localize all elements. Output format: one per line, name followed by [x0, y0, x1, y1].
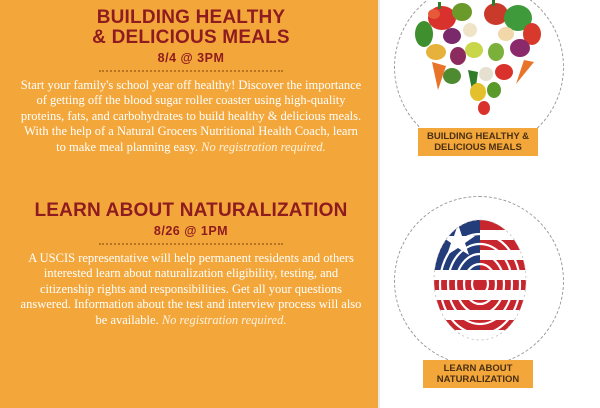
description-text: Start your family's school year off healthy! Discover the importance of getting off the blood sugar roller coaster using high-quality proteins, fats, and carbohydrates to build healthy & delicious meals. With the help of a Natural Grocers Nutritional Health Coach, learn to make meal planning easy.: [20, 78, 362, 154]
event-title: [18, 8, 364, 48]
event-date: 8/26 @ 1PM: [153, 224, 229, 238]
event-title-line: BUILDING HEALTHY: [96, 7, 286, 28]
badge-line: DELICIOUS MEALS: [434, 142, 522, 153]
description-text: A USCIS representative will help permanent residents and others interested learn about naturalization eligibility, testing, and citizenship rights and responsibilities. Get all your questions answered. Information about the test and interview process will also be available.: [20, 251, 362, 327]
event-title-line: & DELICIOUS MEALS: [92, 27, 290, 48]
dotted-divider: [99, 70, 283, 72]
dotted-divider: [99, 243, 283, 245]
registration-note: No registration required.: [161, 312, 287, 327]
badge-naturalization: [423, 360, 533, 388]
badge-line: LEARN ABOUT: [443, 363, 513, 374]
event-naturalization: [18, 201, 364, 328]
flag-fingerprint-icon: [420, 212, 538, 344]
badge-line: BUILDING HEALTHY &: [426, 131, 530, 142]
event-date: 8/4 @ 3PM: [157, 51, 225, 65]
event-healthy-meals: [18, 8, 364, 155]
event-description: [18, 251, 364, 328]
badge-line: NATURALIZATION: [436, 374, 520, 385]
event-title: LEARN ABOUT NATURALIZATION: [34, 200, 348, 221]
vegetable-heart-icon: [412, 0, 546, 118]
badge-healthy-meals: [418, 128, 538, 156]
registration-note: No registration required.: [201, 139, 326, 154]
event-description: [18, 78, 364, 155]
